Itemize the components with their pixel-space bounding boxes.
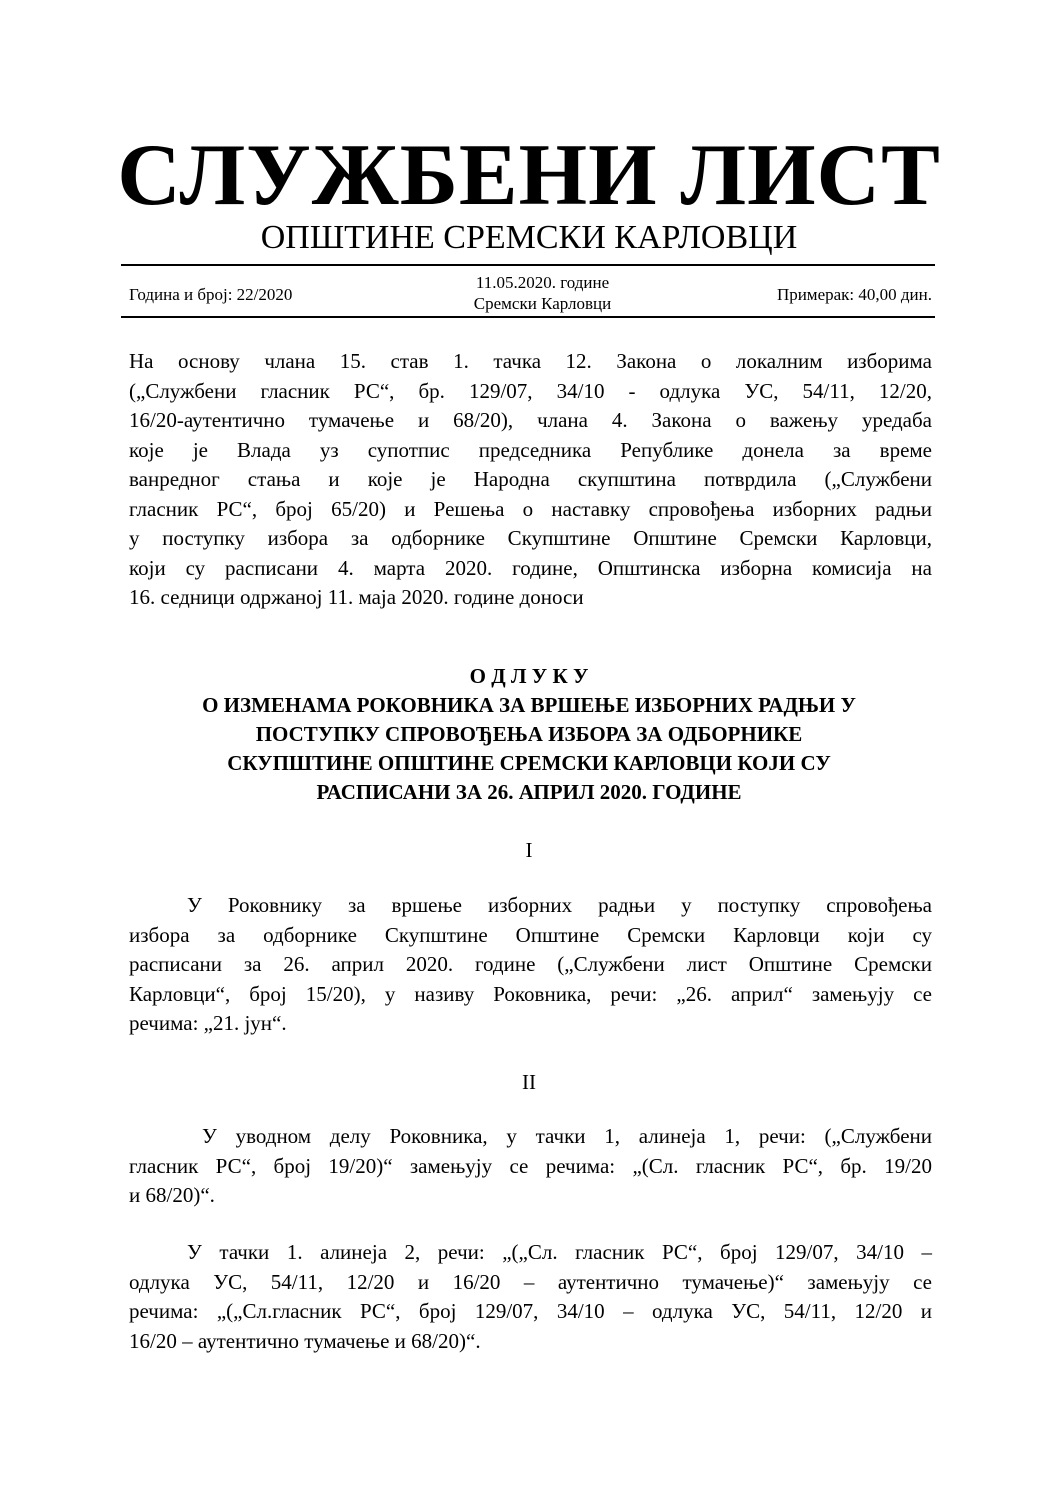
intro-line: ванредног стања и које је Народна скупштина потврдила („Службени bbox=[129, 467, 932, 491]
paragraph-line: Карловци“, број 15/20), у називу Роковника, речи: „26. април“ замењују се bbox=[129, 981, 932, 1006]
issue-date-place bbox=[440, 272, 645, 314]
section-number: I bbox=[525, 838, 533, 862]
decision-heading: О Д Л У К У bbox=[469, 664, 589, 688]
decision-title-line: О ИЗМЕНАМА РОКОВНИКА ЗА ВРШЕЊЕ ИЗБОРНИХ РАДЊИ У bbox=[202, 693, 856, 717]
intro-line: које је Влада уз супотпис председника Републике донела за време bbox=[129, 437, 932, 462]
paragraph-line: и 68/20)“. bbox=[129, 1183, 215, 1207]
decision-heading-block bbox=[0, 662, 1058, 807]
header-rule-bottom bbox=[121, 316, 935, 318]
paragraph-line: избора за одборнике Скупштине Општине Сремски Карловци који су bbox=[129, 922, 932, 947]
issue-place: Сремски Карловци bbox=[473, 294, 612, 313]
intro-line: На основу члана 15. став 1. тачка 12. Закона о локалним изборима bbox=[129, 349, 932, 373]
section-number: II bbox=[522, 1070, 536, 1094]
paragraph-line: речима: „21. јун“. bbox=[129, 1011, 287, 1035]
decision-title-line: РАСПИСАНИ ЗА 26. АПРИЛ 2020. ГОДИНЕ bbox=[316, 780, 742, 804]
decision-title-line: СКУПШТИНЕ ОПШТИНЕ СРЕМСКИ КАРЛОВЦИ КОЈИ СУ bbox=[227, 751, 831, 775]
intro-line: („Службени гласник РС“, бр. 129/07, 34/10 - одлука УС, 54/11, 12/20, bbox=[129, 378, 932, 403]
intro-paragraph bbox=[129, 347, 932, 613]
paragraph-line: 16/20 – аутентично тумачење и 68/20)“. bbox=[129, 1328, 481, 1353]
section-paragraph bbox=[129, 891, 932, 1039]
intro-line: гласник РС“, број 65/20) и Решења о наставку спровођења изборних радњи bbox=[129, 496, 932, 521]
intro-line: 16. седници одржаној 11. маја 2020. године доноси bbox=[129, 585, 584, 609]
intro-line: у поступку избора за одборнике Скупштине Општине Сремски Карловци, bbox=[129, 526, 932, 550]
header-rule-top bbox=[121, 264, 935, 266]
intro-line: који су расписани 4. марта 2020. године, Општинска изборна комисија на bbox=[129, 555, 932, 580]
issue-date: 11.05.2020. године bbox=[475, 273, 610, 292]
masthead-title: СЛУЖБЕНИ ЛИСТ bbox=[117, 127, 941, 224]
masthead-subtitle: ОПШТИНЕ СРЕМСКИ КАРЛОВЦИ bbox=[260, 219, 798, 256]
issue-price: Примерак: 40,00 дин. bbox=[776, 285, 932, 304]
paragraph-line: У тачки 1. алинеја 2, речи: „(„Сл. гласник РС“, број 129/07, 34/10 – bbox=[187, 1240, 932, 1264]
paragraph-line: У уводном делу Роковника, у тачки 1, алинеја 1, речи: („Службени bbox=[202, 1124, 932, 1148]
paragraph-line: расписани за 26. април 2020. године („Службени лист Општине Сремски bbox=[129, 952, 932, 976]
paragraph-line: гласник РС“, број 19/20)“ замењују се речима: „(Сл. гласник РС“, бр. 19/20 bbox=[129, 1153, 932, 1178]
issue-number: Година и број: 22/2020 bbox=[129, 285, 293, 304]
section-paragraph bbox=[129, 1122, 932, 1211]
section-paragraph bbox=[129, 1238, 932, 1356]
decision-title-line: ПОСТУПКУ СПРОВОЂЕЊА ИЗБОРА ЗА ОДБОРНИКЕ bbox=[255, 722, 803, 746]
paragraph-line: речима: „(„Сл.гласник РС“, број 129/07, 34/10 – одлука УС, 54/11, 12/20 и bbox=[129, 1299, 932, 1323]
paragraph-line: одлука УС, 54/11, 12/20 и 16/20 – аутентично тумачење)“ замењују се bbox=[129, 1269, 932, 1294]
intro-line: 16/20-аутентично тумачење и 68/20), члана 4. Закона о важењу уредаба bbox=[129, 408, 932, 432]
paragraph-line: У Роковнику за вршење изборних радњи у поступку спровођења bbox=[187, 893, 932, 917]
